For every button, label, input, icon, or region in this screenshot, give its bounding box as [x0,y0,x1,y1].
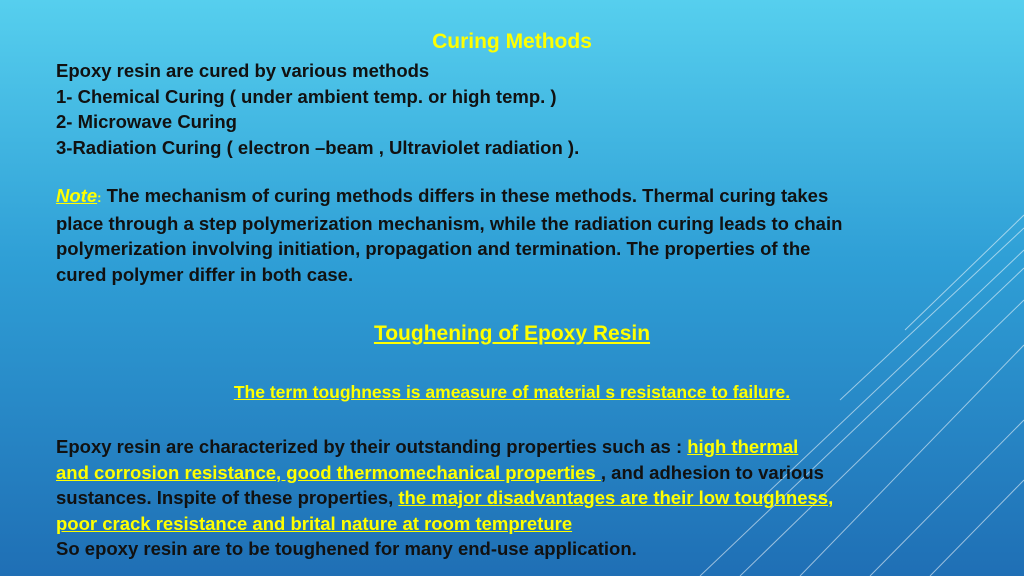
para-text: sustances. Inspite of these properties, [56,487,399,508]
section-heading: Toughening of Epoxy Resin [373,322,651,345]
intro-lead: Epoxy resin are cured by various methods [56,60,430,81]
highlight-text: the major disadvantages are their low toughness, [398,487,834,508]
note-line: place through a step polymerization mechanism, while the radiation curing leads to chain [56,212,843,234]
method-item: 1- Chemical Curing ( under ambient temp. or high temp. ) [56,85,557,107]
curing-methods-list [56,58,579,160]
note-line: The mechanism of curing methods differs in these methods. Thermal curing takes [101,185,829,206]
highlight-text: and corrosion resistance, good thermomechanical properties [56,461,601,483]
note-colon: : [97,190,102,205]
note-label: Note [56,185,98,206]
highlight-text: poor crack resistance and brital nature at room tempreture [56,512,573,534]
para-text: , and adhesion to various [600,461,824,483]
highlight-text: high thermal [687,436,799,457]
slide-title: Curing Methods [432,30,592,53]
toughening-paragraph [56,434,996,562]
note-paragraph [56,183,996,287]
para-text: So epoxy resin are to be toughened for many end-use application. [56,538,637,559]
para-text: Epoxy resin are characterized by their outstanding properties such as : [56,436,688,457]
method-item: 3-Radiation Curing ( electron –beam , Ultraviolet radiation ). [56,136,580,158]
toughness-definition: The term toughness is ameasure of material s resistance to failure. [233,382,791,402]
note-line: cured polymer differ in both case. [56,263,354,285]
note-line: polymerization involving initiation, propagation and termination. The properties of the [56,238,811,259]
method-item: 2- Microwave Curing [56,111,237,132]
